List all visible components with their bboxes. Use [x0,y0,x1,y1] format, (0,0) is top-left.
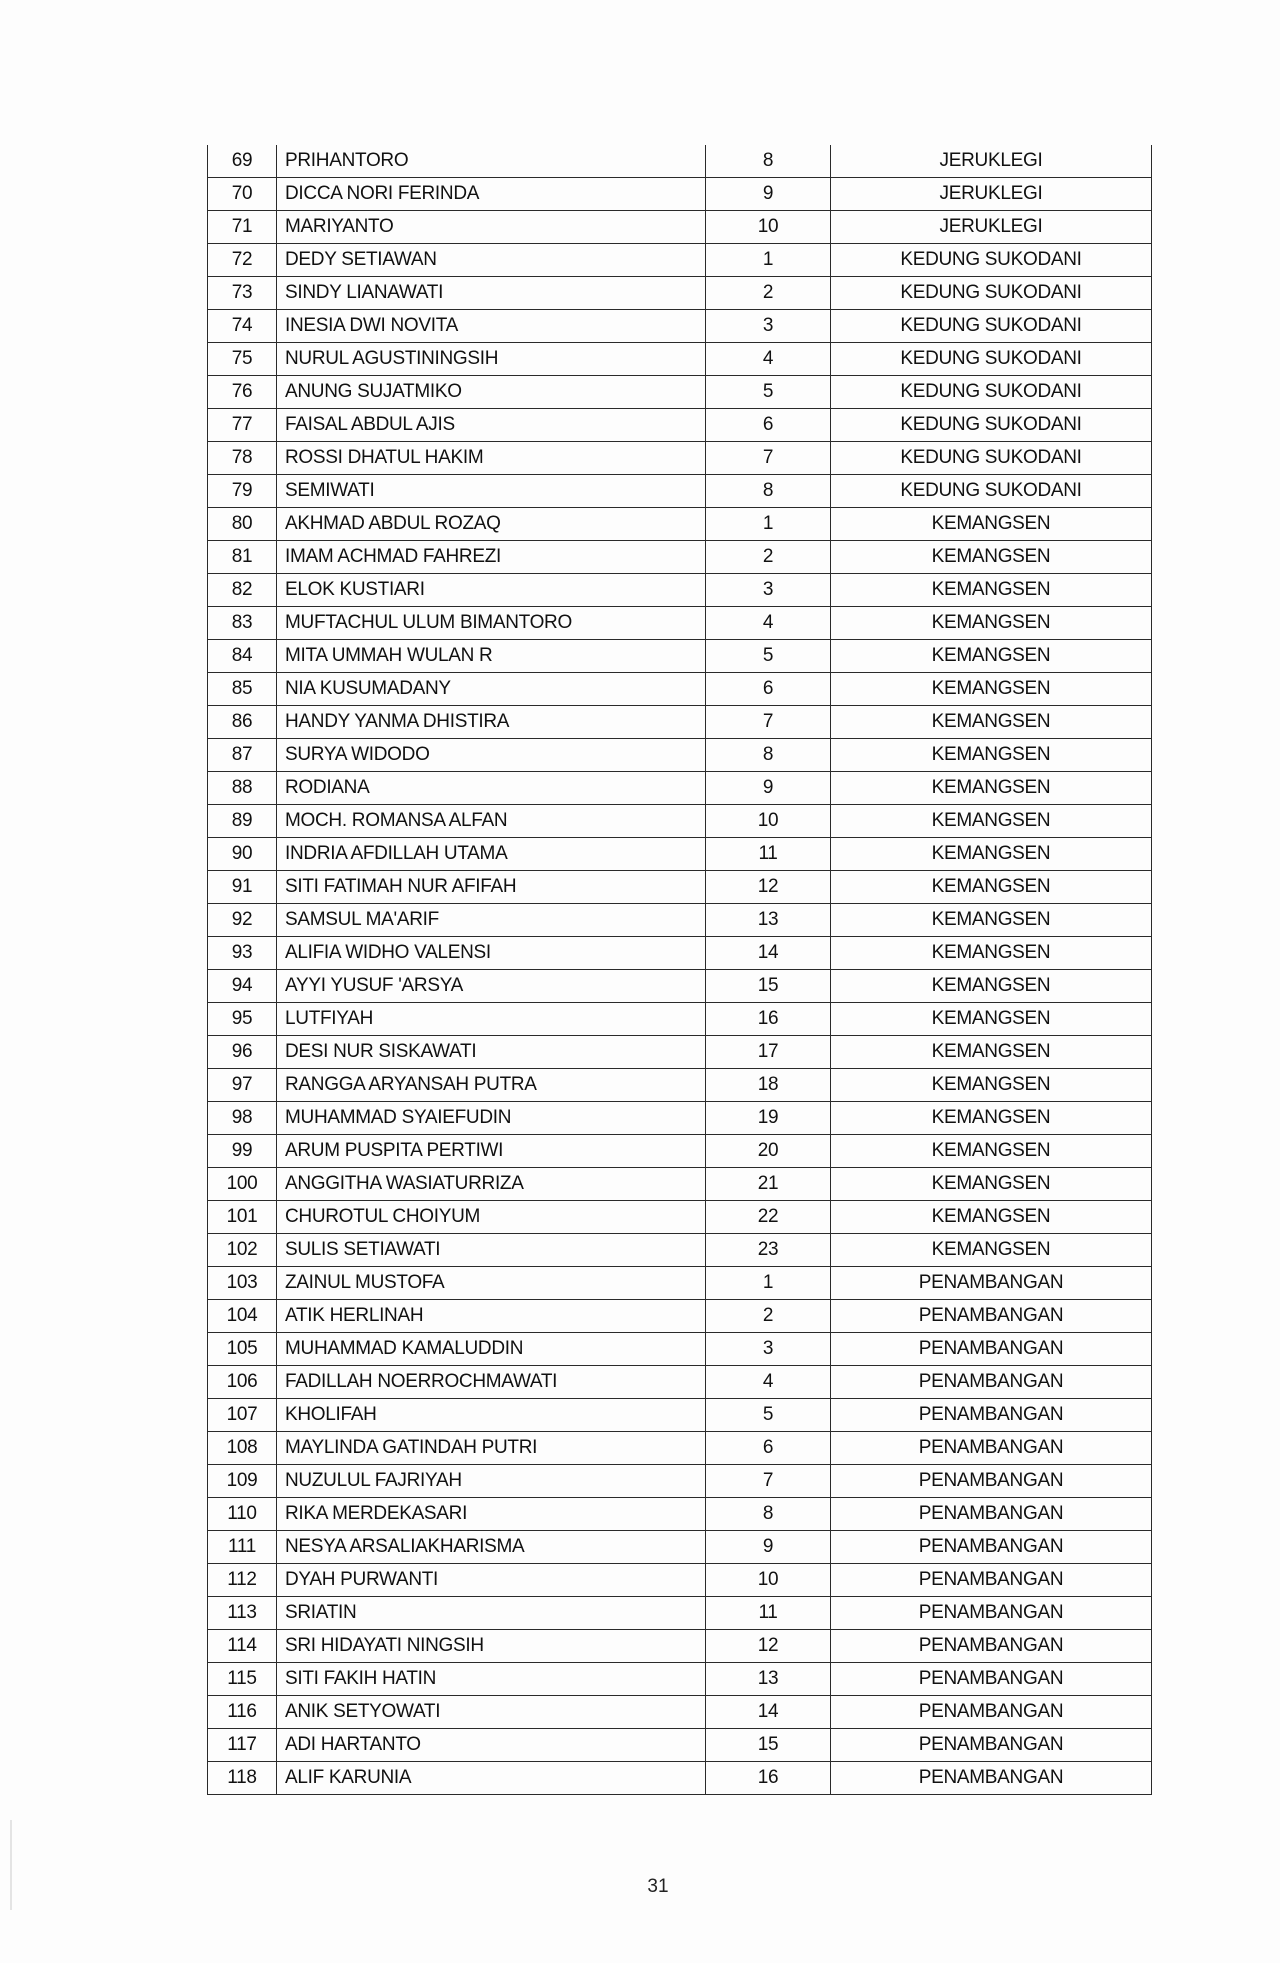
row-number-cell: 117 [208,1729,277,1762]
participant-name-cell: RIKA MERDEKASARI [277,1498,706,1531]
participant-name-cell: CHUROTUL CHOIYUM [277,1201,706,1234]
table-row [208,244,1152,277]
village-sequence-cell: 6 [706,1432,831,1465]
row-number-cell: 88 [208,772,277,805]
row-number-cell: 93 [208,937,277,970]
table-row [208,1333,1152,1366]
village-name-cell: PENAMBANGAN [831,1498,1152,1531]
participant-name-cell: DICCA NORI FERINDA [277,178,706,211]
village-sequence-cell: 2 [706,277,831,310]
village-name-cell: KEMANGSEN [831,838,1152,871]
table-row [208,1696,1152,1729]
village-name-cell: KEMANGSEN [831,1069,1152,1102]
row-number-cell: 111 [208,1531,277,1564]
participant-name-cell: AYYI YUSUF 'ARSYA [277,970,706,1003]
table-row [208,475,1152,508]
village-name-cell: PENAMBANGAN [831,1762,1152,1795]
village-name-cell: KEDUNG SUKODANI [831,277,1152,310]
village-name-cell: KEMANGSEN [831,805,1152,838]
row-number-cell: 118 [208,1762,277,1795]
village-name-cell: KEDUNG SUKODANI [831,376,1152,409]
table-row [208,376,1152,409]
village-name-cell: PENAMBANGAN [831,1729,1152,1762]
table-row [208,1069,1152,1102]
village-sequence-cell: 3 [706,574,831,607]
village-sequence-cell: 4 [706,343,831,376]
row-number-cell: 81 [208,541,277,574]
roster-table-body [208,145,1152,1795]
village-sequence-cell: 8 [706,1498,831,1531]
participant-name-cell: ANGGITHA WASIATURRIZA [277,1168,706,1201]
table-row [208,1399,1152,1432]
row-number-cell: 92 [208,904,277,937]
village-name-cell: KEDUNG SUKODANI [831,244,1152,277]
village-name-cell: PENAMBANGAN [831,1663,1152,1696]
participant-name-cell: SRI HIDAYATI NINGSIH [277,1630,706,1663]
village-sequence-cell: 11 [706,838,831,871]
village-sequence-cell: 8 [706,145,831,178]
table-row [208,1762,1152,1795]
table-row [208,1300,1152,1333]
village-name-cell: KEDUNG SUKODANI [831,343,1152,376]
participant-name-cell: ELOK KUSTIARI [277,574,706,607]
participant-name-cell: FAISAL ABDUL AJIS [277,409,706,442]
village-sequence-cell: 6 [706,409,831,442]
village-name-cell: KEMANGSEN [831,541,1152,574]
village-name-cell: KEMANGSEN [831,1003,1152,1036]
row-number-cell: 108 [208,1432,277,1465]
table-row [208,211,1152,244]
village-sequence-cell: 13 [706,1663,831,1696]
village-sequence-cell: 15 [706,970,831,1003]
row-number-cell: 69 [208,145,277,178]
row-number-cell: 97 [208,1069,277,1102]
table-row [208,508,1152,541]
village-sequence-cell: 2 [706,1300,831,1333]
table-row [208,673,1152,706]
participant-name-cell: ALIF KARUNIA [277,1762,706,1795]
table-row [208,1531,1152,1564]
row-number-cell: 109 [208,1465,277,1498]
village-sequence-cell: 10 [706,211,831,244]
table-row [208,1564,1152,1597]
participant-name-cell: INDRIA AFDILLAH UTAMA [277,838,706,871]
village-sequence-cell: 9 [706,772,831,805]
row-number-cell: 70 [208,178,277,211]
row-number-cell: 87 [208,739,277,772]
village-sequence-cell: 17 [706,1036,831,1069]
participant-name-cell: SURYA WIDODO [277,739,706,772]
row-number-cell: 98 [208,1102,277,1135]
village-name-cell: KEMANGSEN [831,640,1152,673]
village-sequence-cell: 14 [706,1696,831,1729]
table-row [208,772,1152,805]
village-name-cell: JERUKLEGI [831,178,1152,211]
village-sequence-cell: 4 [706,1366,831,1399]
village-sequence-cell: 6 [706,673,831,706]
participant-name-cell: SEMIWATI [277,475,706,508]
row-number-cell: 110 [208,1498,277,1531]
village-name-cell: KEMANGSEN [831,706,1152,739]
village-name-cell: KEMANGSEN [831,871,1152,904]
row-number-cell: 116 [208,1696,277,1729]
table-row [208,640,1152,673]
row-number-cell: 91 [208,871,277,904]
row-number-cell: 101 [208,1201,277,1234]
table-row [208,904,1152,937]
village-name-cell: KEMANGSEN [831,772,1152,805]
village-name-cell: KEDUNG SUKODANI [831,310,1152,343]
participant-name-cell: ADI HARTANTO [277,1729,706,1762]
row-number-cell: 85 [208,673,277,706]
participant-name-cell: KHOLIFAH [277,1399,706,1432]
row-number-cell: 104 [208,1300,277,1333]
village-name-cell: KEMANGSEN [831,1168,1152,1201]
village-sequence-cell: 12 [706,871,831,904]
village-sequence-cell: 5 [706,376,831,409]
table-row [208,1102,1152,1135]
row-number-cell: 79 [208,475,277,508]
table-row [208,145,1152,178]
table-row [208,1234,1152,1267]
participant-name-cell: IMAM ACHMAD FAHREZI [277,541,706,574]
village-sequence-cell: 10 [706,805,831,838]
participant-name-cell: SITI FAKIH HATIN [277,1663,706,1696]
village-sequence-cell: 15 [706,1729,831,1762]
village-sequence-cell: 18 [706,1069,831,1102]
participant-name-cell: MUHAMMAD KAMALUDDIN [277,1333,706,1366]
participant-name-cell: MOCH. ROMANSA ALFAN [277,805,706,838]
village-sequence-cell: 10 [706,1564,831,1597]
village-sequence-cell: 14 [706,937,831,970]
table-row [208,1498,1152,1531]
row-number-cell: 107 [208,1399,277,1432]
village-name-cell: PENAMBANGAN [831,1696,1152,1729]
table-row [208,1201,1152,1234]
participant-name-cell: ALIFIA WIDHO VALENSI [277,937,706,970]
table-row [208,1597,1152,1630]
village-sequence-cell: 22 [706,1201,831,1234]
village-sequence-cell: 7 [706,706,831,739]
village-name-cell: KEMANGSEN [831,1102,1152,1135]
participant-name-cell: PRIHANTORO [277,145,706,178]
village-name-cell: KEMANGSEN [831,1135,1152,1168]
village-sequence-cell: 16 [706,1762,831,1795]
table-row [208,1168,1152,1201]
participant-name-cell: MUHAMMAD SYAIEFUDIN [277,1102,706,1135]
village-name-cell: KEMANGSEN [831,508,1152,541]
participant-name-cell: ROSSI DHATUL HAKIM [277,442,706,475]
table-row [208,1729,1152,1762]
row-number-cell: 113 [208,1597,277,1630]
row-number-cell: 103 [208,1267,277,1300]
village-sequence-cell: 3 [706,1333,831,1366]
table-row [208,871,1152,904]
village-name-cell: KEMANGSEN [831,1036,1152,1069]
village-name-cell: KEMANGSEN [831,1201,1152,1234]
village-name-cell: PENAMBANGAN [831,1432,1152,1465]
participant-name-cell: ARUM PUSPITA PERTIWI [277,1135,706,1168]
table-row [208,937,1152,970]
village-name-cell: PENAMBANGAN [831,1630,1152,1663]
village-sequence-cell: 1 [706,1267,831,1300]
village-sequence-cell: 11 [706,1597,831,1630]
village-sequence-cell: 2 [706,541,831,574]
participant-name-cell: RANGGA ARYANSAH PUTRA [277,1069,706,1102]
table-row [208,1663,1152,1696]
village-sequence-cell: 8 [706,739,831,772]
village-sequence-cell: 5 [706,640,831,673]
table-row [208,706,1152,739]
village-name-cell: PENAMBANGAN [831,1465,1152,1498]
participant-name-cell: DESI NUR SISKAWATI [277,1036,706,1069]
table-row [208,310,1152,343]
village-name-cell: KEMANGSEN [831,739,1152,772]
row-number-cell: 83 [208,607,277,640]
row-number-cell: 106 [208,1366,277,1399]
village-sequence-cell: 1 [706,508,831,541]
village-name-cell: PENAMBANGAN [831,1267,1152,1300]
row-number-cell: 94 [208,970,277,1003]
village-sequence-cell: 5 [706,1399,831,1432]
village-sequence-cell: 4 [706,607,831,640]
row-number-cell: 95 [208,1003,277,1036]
village-name-cell: KEMANGSEN [831,607,1152,640]
village-name-cell: PENAMBANGAN [831,1399,1152,1432]
village-name-cell: JERUKLEGI [831,145,1152,178]
row-number-cell: 102 [208,1234,277,1267]
village-name-cell: PENAMBANGAN [831,1564,1152,1597]
village-sequence-cell: 21 [706,1168,831,1201]
table-row [208,1003,1152,1036]
table-row [208,805,1152,838]
row-number-cell: 77 [208,409,277,442]
participant-name-cell: SITI FATIMAH NUR AFIFAH [277,871,706,904]
village-name-cell: KEDUNG SUKODANI [831,442,1152,475]
village-sequence-cell: 8 [706,475,831,508]
participant-name-cell: SINDY LIANAWATI [277,277,706,310]
participant-name-cell: SAMSUL MA'ARIF [277,904,706,937]
participant-name-cell: LUTFIYAH [277,1003,706,1036]
table-row [208,442,1152,475]
roster-table [207,145,1152,1795]
participant-name-cell: ZAINUL MUSTOFA [277,1267,706,1300]
participant-name-cell: NESYA ARSALIAKHARISMA [277,1531,706,1564]
village-name-cell: KEMANGSEN [831,937,1152,970]
table-row [208,970,1152,1003]
row-number-cell: 75 [208,343,277,376]
village-sequence-cell: 3 [706,310,831,343]
row-number-cell: 74 [208,310,277,343]
participant-name-cell: INESIA DWI NOVITA [277,310,706,343]
row-number-cell: 99 [208,1135,277,1168]
participant-name-cell: MUFTACHUL ULUM BIMANTORO [277,607,706,640]
village-sequence-cell: 1 [706,244,831,277]
row-number-cell: 72 [208,244,277,277]
village-name-cell: PENAMBANGAN [831,1366,1152,1399]
participant-name-cell: MITA UMMAH WULAN R [277,640,706,673]
table-row [208,739,1152,772]
village-name-cell: KEMANGSEN [831,904,1152,937]
table-row [208,1432,1152,1465]
village-sequence-cell: 20 [706,1135,831,1168]
table-row [208,178,1152,211]
village-name-cell: KEMANGSEN [831,1234,1152,1267]
participant-name-cell: ANUNG SUJATMIKO [277,376,706,409]
participant-name-cell: NURUL AGUSTININGSIH [277,343,706,376]
participant-name-cell: DYAH PURWANTI [277,1564,706,1597]
table-row [208,541,1152,574]
table-row [208,607,1152,640]
village-name-cell: PENAMBANGAN [831,1597,1152,1630]
participant-name-cell: MAYLINDA GATINDAH PUTRI [277,1432,706,1465]
row-number-cell: 96 [208,1036,277,1069]
participant-name-cell: SRIATIN [277,1597,706,1630]
row-number-cell: 76 [208,376,277,409]
village-name-cell: KEDUNG SUKODANI [831,475,1152,508]
village-name-cell: KEMANGSEN [831,574,1152,607]
village-name-cell: PENAMBANGAN [831,1300,1152,1333]
village-sequence-cell: 16 [706,1003,831,1036]
table-row [208,1267,1152,1300]
village-name-cell: KEMANGSEN [831,673,1152,706]
row-number-cell: 90 [208,838,277,871]
participant-name-cell: FADILLAH NOERROCHMAWATI [277,1366,706,1399]
village-name-cell: JERUKLEGI [831,211,1152,244]
village-sequence-cell: 9 [706,178,831,211]
village-sequence-cell: 7 [706,1465,831,1498]
row-number-cell: 100 [208,1168,277,1201]
table-row [208,838,1152,871]
row-number-cell: 105 [208,1333,277,1366]
row-number-cell: 78 [208,442,277,475]
row-number-cell: 73 [208,277,277,310]
participant-name-cell: MARIYANTO [277,211,706,244]
village-sequence-cell: 9 [706,1531,831,1564]
participant-name-cell: SULIS SETIAWATI [277,1234,706,1267]
participant-name-cell: ATIK HERLINAH [277,1300,706,1333]
table-row [208,1465,1152,1498]
row-number-cell: 112 [208,1564,277,1597]
participant-name-cell: HANDY YANMA DHISTIRA [277,706,706,739]
table-row [208,343,1152,376]
village-sequence-cell: 12 [706,1630,831,1663]
row-number-cell: 114 [208,1630,277,1663]
village-sequence-cell: 7 [706,442,831,475]
participant-name-cell: RODIANA [277,772,706,805]
row-number-cell: 80 [208,508,277,541]
row-number-cell: 71 [208,211,277,244]
village-sequence-cell: 19 [706,1102,831,1135]
village-name-cell: PENAMBANGAN [831,1531,1152,1564]
participant-name-cell: NUZULUL FAJRIYAH [277,1465,706,1498]
participant-name-cell: NIA KUSUMADANY [277,673,706,706]
row-number-cell: 82 [208,574,277,607]
village-name-cell: KEDUNG SUKODANI [831,409,1152,442]
page-number: 31 [647,1876,669,1897]
table-row [208,277,1152,310]
row-number-cell: 115 [208,1663,277,1696]
participant-name-cell: AKHMAD ABDUL ROZAQ [277,508,706,541]
row-number-cell: 84 [208,640,277,673]
table-row [208,1366,1152,1399]
table-row [208,1135,1152,1168]
row-number-cell: 89 [208,805,277,838]
table-row [208,1630,1152,1663]
village-sequence-cell: 13 [706,904,831,937]
table-row [208,409,1152,442]
row-number-cell: 86 [208,706,277,739]
table-row [208,574,1152,607]
participant-name-cell: DEDY SETIAWAN [277,244,706,277]
table-row [208,1036,1152,1069]
village-sequence-cell: 23 [706,1234,831,1267]
village-name-cell: PENAMBANGAN [831,1333,1152,1366]
roster-table-container [207,145,1152,1795]
participant-name-cell: ANIK SETYOWATI [277,1696,706,1729]
village-name-cell: KEMANGSEN [831,970,1152,1003]
